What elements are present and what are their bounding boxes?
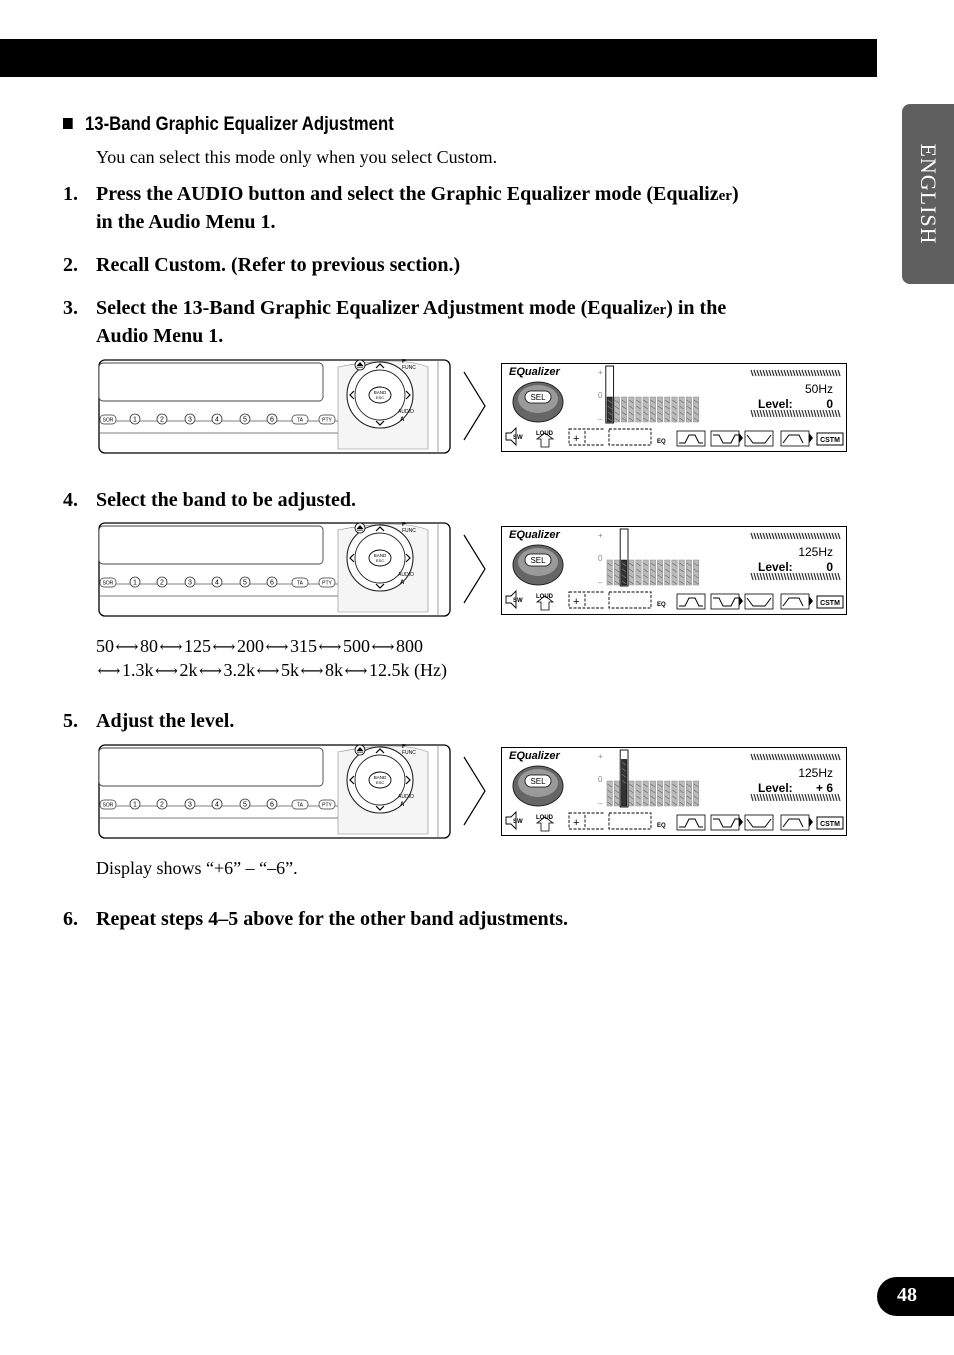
svg-text:A: A xyxy=(400,580,405,586)
preset-button-2[interactable] xyxy=(157,799,167,809)
eq-label: EQ xyxy=(657,439,666,445)
double-arrow-icon: ⟷ xyxy=(212,639,236,656)
eq-curve-preset-icon[interactable] xyxy=(677,431,705,446)
eq-curve-preset-icon[interactable] xyxy=(745,594,773,609)
eq-band-bar xyxy=(650,781,655,806)
eq-band-bar xyxy=(672,397,677,422)
band-frequency: 80 xyxy=(140,636,158,656)
preset-button-1[interactable] xyxy=(130,577,140,587)
svg-text:BAND: BAND xyxy=(373,390,387,395)
eq-band-bar xyxy=(643,560,648,585)
step-number: 3. xyxy=(63,297,78,319)
double-arrow-icon: ⟷ xyxy=(97,663,121,680)
band-frequency: 50 xyxy=(96,636,114,656)
eq-band-bar xyxy=(621,397,626,422)
double-arrow-icon: ⟷ xyxy=(115,639,139,656)
eq-curve-preset-icon[interactable] xyxy=(677,594,705,609)
svg-text:SEL: SEL xyxy=(530,556,546,565)
eq-band-bar xyxy=(665,781,670,806)
step-number: 6. xyxy=(63,908,78,930)
pty-button[interactable] xyxy=(319,800,335,809)
svg-text:BAND: BAND xyxy=(373,553,387,558)
svg-text:ESC: ESC xyxy=(375,780,385,785)
pty-button[interactable] xyxy=(319,415,335,424)
svg-text:6: 6 xyxy=(270,579,274,587)
eq-band-bar xyxy=(650,397,655,422)
eq-band-bar xyxy=(657,397,662,422)
eq-title: EQualizer xyxy=(509,529,560,541)
svg-text:SW: SW xyxy=(513,435,523,441)
eq-band-bar xyxy=(636,560,641,585)
double-arrow-icon: ⟷ xyxy=(300,663,324,680)
svg-text:SW: SW xyxy=(513,598,523,604)
audio-label: AUDIO xyxy=(398,409,414,415)
eq-band-bar xyxy=(614,560,619,585)
preset-button-1[interactable] xyxy=(130,799,140,809)
svg-text:TA: TA xyxy=(296,417,304,424)
eq-band-bar xyxy=(607,781,612,806)
eq-band-bar xyxy=(643,397,648,422)
eq-band-bar xyxy=(607,560,612,585)
svg-text:PTY: PTY xyxy=(322,802,332,809)
pty-button[interactable] xyxy=(319,578,335,587)
eq-band-bar xyxy=(672,781,677,806)
double-arrow-icon: ⟷ xyxy=(371,639,395,656)
svg-text:–: – xyxy=(598,799,603,808)
svg-text:LOUD: LOUD xyxy=(536,431,553,437)
eq-curve-preset-icon[interactable] xyxy=(677,815,705,830)
unit-display-window xyxy=(99,363,323,401)
svg-text:F: F xyxy=(402,744,406,750)
preset-button-6[interactable] xyxy=(267,414,277,424)
step-text: Select the 13-Band Graphic Equalizer Adjustment mode (Equalizer) in the xyxy=(96,297,727,319)
double-arrow-icon: ⟷ xyxy=(344,663,368,680)
arrow-right-icon xyxy=(462,370,488,442)
eq-band-bar xyxy=(686,781,691,806)
band-frequency: 2k xyxy=(179,660,198,680)
step-text: Repeat steps 4–5 above for the other band adjustments. xyxy=(96,908,569,930)
eq-display-3 xyxy=(501,747,847,836)
eq-curve-preset-icon[interactable] xyxy=(711,815,739,830)
language-tab-label: ENGLISH xyxy=(916,143,941,245)
svg-text:+: + xyxy=(598,531,603,540)
svg-text:6: 6 xyxy=(270,416,274,424)
ta-button[interactable] xyxy=(292,800,308,809)
eq-band-bar xyxy=(665,560,670,585)
preset-button-3[interactable] xyxy=(185,577,195,587)
svg-text:0: 0 xyxy=(598,775,603,784)
eq-band-bar xyxy=(629,560,634,585)
arrow-right-icon xyxy=(462,755,488,827)
source-button[interactable] xyxy=(100,800,116,809)
svg-text:PTY: PTY xyxy=(322,417,332,424)
sel-knob[interactable] xyxy=(513,382,563,422)
eq-frequency: 125Hz xyxy=(798,545,833,559)
band-frequency: 5k xyxy=(281,660,299,680)
svg-text:3: 3 xyxy=(188,801,192,809)
eq-band-bar xyxy=(657,560,662,585)
svg-text:A: A xyxy=(400,417,405,423)
svg-text:SOR: SOR xyxy=(102,417,114,424)
audio-label: AUDIO xyxy=(398,572,414,578)
double-arrow-icon: ⟷ xyxy=(155,663,178,680)
svg-text:ESC: ESC xyxy=(375,558,385,563)
eq-display-1 xyxy=(501,363,847,452)
page-number: 48 xyxy=(897,1284,917,1306)
source-button[interactable] xyxy=(100,578,116,587)
double-arrow-icon: ⟷ xyxy=(265,639,289,656)
double-arrow-icon: ⟷ xyxy=(199,663,222,680)
svg-text:SOR: SOR xyxy=(102,580,114,587)
section-title: 13-Band Graphic Equalizer Adjustment xyxy=(85,114,394,135)
svg-text:1: 1 xyxy=(133,801,137,809)
preset-button-4[interactable] xyxy=(212,414,222,424)
eq-title: EQualizer xyxy=(509,750,560,762)
eq-curve-preset-icon[interactable] xyxy=(781,815,809,830)
svg-text:–: – xyxy=(598,415,603,424)
band-frequency: 125 xyxy=(184,636,211,656)
eq-band-bar xyxy=(693,781,698,806)
eq-band-bar xyxy=(693,397,698,422)
svg-text:BAND: BAND xyxy=(373,775,387,780)
svg-text:CSTM: CSTM xyxy=(820,437,840,444)
eq-band-bar xyxy=(650,560,655,585)
band-frequency: 8k xyxy=(325,660,343,680)
preset-button-2[interactable] xyxy=(157,577,167,587)
double-arrow-icon: ⟷ xyxy=(318,639,342,656)
eq-band-bar xyxy=(629,397,634,422)
preset-button-4[interactable] xyxy=(212,799,222,809)
svg-text:2: 2 xyxy=(160,579,164,587)
eq-band-bar xyxy=(686,560,691,585)
band-frequency: 12.5k (Hz) xyxy=(369,660,447,680)
eq-band-bar xyxy=(614,781,619,806)
svg-text:LOUD: LOUD xyxy=(536,815,553,821)
eq-frequency: 125Hz xyxy=(798,766,833,780)
preset-button-5[interactable] xyxy=(240,414,250,424)
step-text: Adjust the level. xyxy=(96,710,235,732)
unit-display-window xyxy=(99,748,323,786)
band-sequence-row-2 xyxy=(96,660,447,681)
band-frequency: 200 xyxy=(237,636,264,656)
preset-button-4[interactable] xyxy=(212,577,222,587)
eq-level-label: Level: xyxy=(758,397,793,411)
svg-text:CSTM: CSTM xyxy=(820,821,840,828)
audio-label: AUDIO xyxy=(398,794,414,800)
eq-title: EQualizer xyxy=(509,366,560,378)
preset-button-6[interactable] xyxy=(267,799,277,809)
eq-band-bar xyxy=(679,560,684,585)
custom-preset-button[interactable] xyxy=(817,817,843,829)
eq-band-bar xyxy=(614,397,619,422)
eq-display-2 xyxy=(501,526,847,615)
svg-text:4: 4 xyxy=(215,579,219,587)
svg-text:+: + xyxy=(598,752,603,761)
double-arrow-icon: ⟷ xyxy=(256,663,280,680)
eq-curve-preset-icon[interactable] xyxy=(781,594,809,609)
eq-band-bar xyxy=(636,397,641,422)
eq-level-value: + 6 xyxy=(815,781,833,795)
band-sequence-row-1 xyxy=(96,636,449,657)
eq-band-bar xyxy=(643,781,648,806)
svg-text:+: + xyxy=(573,817,580,829)
eq-band-bar xyxy=(686,397,691,422)
step-number: 4. xyxy=(63,489,78,511)
eq-level-value: 0 xyxy=(826,560,833,574)
svg-text:SEL: SEL xyxy=(530,777,546,786)
eq-level-label: Level: xyxy=(758,560,793,574)
func-label: FUNC xyxy=(402,750,416,756)
svg-text:+: + xyxy=(598,368,603,377)
func-label: FUNC xyxy=(402,365,416,371)
svg-text:A: A xyxy=(400,802,405,808)
band-frequency: 3.2k xyxy=(223,660,255,680)
head-unit-illustration-1 xyxy=(98,359,453,455)
svg-text:SOR: SOR xyxy=(102,802,114,809)
svg-text:3: 3 xyxy=(188,579,192,587)
band-frequency: 800 xyxy=(396,636,423,656)
eq-band-bar xyxy=(693,560,698,585)
head-unit-illustration-2 xyxy=(98,522,453,620)
band-esc-button[interactable] xyxy=(369,550,391,566)
svg-text:TA: TA xyxy=(296,580,304,587)
svg-text:TA: TA xyxy=(296,802,304,809)
func-label: FUNC xyxy=(402,528,416,534)
step-number: 2. xyxy=(63,254,78,276)
eq-band-bar xyxy=(672,560,677,585)
band-esc-button[interactable] xyxy=(369,772,391,788)
svg-text:1: 1 xyxy=(133,579,137,587)
ta-button[interactable] xyxy=(292,578,308,587)
svg-text:PTY: PTY xyxy=(322,580,332,587)
band-frequency: 315 xyxy=(290,636,317,656)
eq-curve-preset-icon[interactable] xyxy=(781,431,809,446)
eq-label: EQ xyxy=(657,602,666,608)
preset-button-5[interactable] xyxy=(240,577,250,587)
svg-text:F: F xyxy=(402,522,406,528)
svg-text:3: 3 xyxy=(188,416,192,424)
band-frequency: 500 xyxy=(343,636,370,656)
eq-band-bar xyxy=(636,781,641,806)
step-number: 1. xyxy=(63,183,78,205)
eq-band-bar xyxy=(679,781,684,806)
eq-curve-preset-icon[interactable] xyxy=(745,815,773,830)
svg-text:F: F xyxy=(402,359,406,365)
section-heading xyxy=(63,114,394,136)
svg-text:4: 4 xyxy=(215,801,219,809)
eq-curve-preset-icon[interactable] xyxy=(745,431,773,446)
svg-text:0: 0 xyxy=(598,554,603,563)
eq-band-bar xyxy=(657,781,662,806)
eq-level-label: Level: xyxy=(758,781,793,795)
svg-text:LOUD: LOUD xyxy=(536,594,553,600)
svg-text:+: + xyxy=(573,433,580,445)
step-text: Press the AUDIO button and select the Graphic Equalizer mode (Equalizer) xyxy=(96,183,739,205)
double-arrow-icon: ⟷ xyxy=(159,639,183,656)
custom-preset-button[interactable] xyxy=(817,596,843,608)
sel-knob[interactable] xyxy=(513,545,563,585)
display-note: Display shows “+6” – “–6”. xyxy=(96,858,298,878)
preset-button-1[interactable] xyxy=(130,414,140,424)
svg-text:4: 4 xyxy=(215,416,219,424)
svg-text:5: 5 xyxy=(243,416,247,424)
header-bar xyxy=(0,39,877,77)
svg-text:5: 5 xyxy=(243,579,247,587)
language-tab xyxy=(902,104,954,284)
sel-knob[interactable] xyxy=(513,766,563,806)
custom-preset-button[interactable] xyxy=(817,433,843,445)
eq-band-bar xyxy=(679,397,684,422)
eq-curve-preset-icon[interactable] xyxy=(711,594,739,609)
svg-text:SW: SW xyxy=(513,819,523,825)
preset-button-3[interactable] xyxy=(185,414,195,424)
svg-text:ESC: ESC xyxy=(375,395,385,400)
svg-text:2: 2 xyxy=(160,416,164,424)
svg-text:0: 0 xyxy=(598,391,603,400)
square-bullet-icon xyxy=(63,118,73,129)
section-note: You can select this mode only when you select Custom. xyxy=(96,147,498,167)
preset-button-2[interactable] xyxy=(157,414,167,424)
arrow-right-icon xyxy=(462,533,488,605)
page-number-badge xyxy=(877,1277,954,1316)
band-frequency: 1.3k xyxy=(122,660,154,680)
eq-level-value: 0 xyxy=(826,397,833,411)
eq-curve-preset-icon[interactable] xyxy=(711,431,739,446)
eq-frequency: 50Hz xyxy=(804,382,833,396)
step-number: 5. xyxy=(63,710,78,732)
svg-text:CSTM: CSTM xyxy=(820,600,840,607)
preset-button-3[interactable] xyxy=(185,799,195,809)
preset-button-6[interactable] xyxy=(267,577,277,587)
step-text: Recall Custom. (Refer to previous section.) xyxy=(96,254,461,276)
eq-band-bar xyxy=(629,781,634,806)
svg-text:–: – xyxy=(598,578,603,587)
head-unit-illustration-3 xyxy=(98,744,453,842)
eq-label: EQ xyxy=(657,823,666,829)
svg-text:+: + xyxy=(573,596,580,608)
eq-band-bar xyxy=(665,397,670,422)
svg-text:6: 6 xyxy=(270,801,274,809)
svg-text:5: 5 xyxy=(243,801,247,809)
preset-button-5[interactable] xyxy=(240,799,250,809)
band-esc-button[interactable] xyxy=(369,387,391,403)
svg-text:1: 1 xyxy=(133,416,137,424)
svg-text:SEL: SEL xyxy=(530,393,546,402)
source-button[interactable] xyxy=(100,415,116,424)
svg-text:2: 2 xyxy=(160,801,164,809)
step-text: Select the band to be adjusted. xyxy=(96,489,357,511)
ta-button[interactable] xyxy=(292,415,308,424)
unit-display-window xyxy=(99,526,323,564)
